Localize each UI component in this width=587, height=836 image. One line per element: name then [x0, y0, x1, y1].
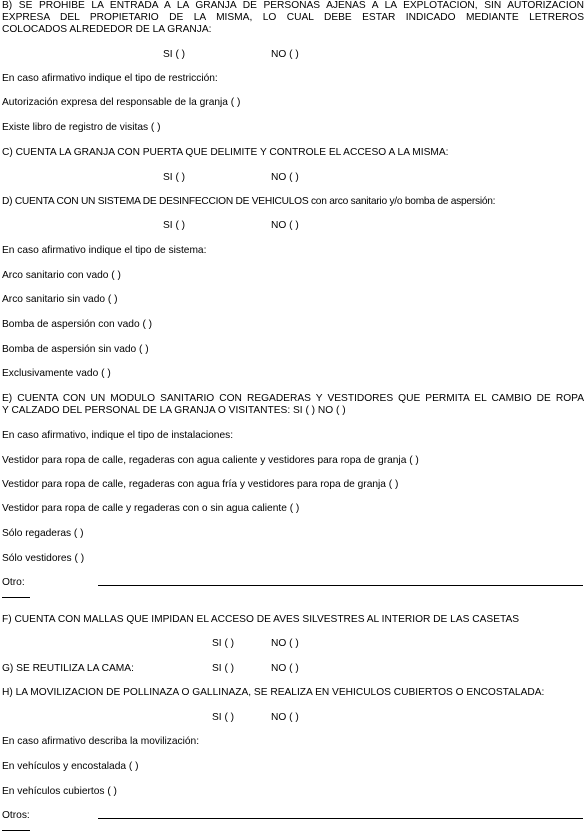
section-d-title: D) CUENTA CON UN SISTEMA DE DESINFECCION DE VEHICULOS con arco sanitario y/o bomba de aspersión: — [2, 196, 496, 207]
section-e-option-solo-regaderas[interactable]: Sólo regaderas ( ) — [2, 528, 84, 539]
section-c-title: C) CUENTA LA GRANJA CON PUERTA QUE DELIMITE Y CONTROLE EL ACCESO A LA MISMA: — [2, 147, 449, 158]
section-f-si-option[interactable]: SI ( ) — [212, 638, 235, 649]
section-h-option-cubiertos[interactable]: En vehículos cubiertos ( ) — [2, 786, 117, 797]
section-b-si-option[interactable]: SI ( ) — [163, 49, 186, 60]
section-b-afirmativo: En caso afirmativo indique el tipo de restricción: — [2, 73, 218, 84]
section-h-si-option[interactable]: SI ( ) — [212, 712, 235, 723]
section-b-line-3: COLOCADOS ALREDEDOR DE LA GRANJA: — [2, 24, 212, 35]
section-b-line-1: B) SE PROHIBE LA ENTRADA A LA GRANJA DE PERSONAS AJENAS A LA EXPLOTACION, SIN AUTORIZACION — [2, 0, 584, 11]
section-h-no-option[interactable]: NO ( ) — [271, 712, 299, 723]
section-e-otro-line[interactable] — [98, 585, 583, 586]
section-b-option-autorizacion[interactable]: Autorización expresa del responsable de la granja ( ) — [2, 97, 241, 108]
section-e-afirmativo: En caso afirmativo, indique el tipo de instalaciones: — [2, 430, 234, 441]
section-d-no-option[interactable]: NO ( ) — [271, 220, 299, 231]
section-h-option-encostalada[interactable]: En vehículos y encostalada ( ) — [2, 761, 139, 772]
section-b-option-libro[interactable]: Existe libro de registro de visitas ( ) — [2, 122, 161, 133]
section-g-si-option[interactable]: SI ( ) — [212, 663, 235, 674]
section-d-afirmativo: En caso afirmativo indique el tipo de sistema: — [2, 245, 207, 256]
section-d-option-arco-sin-vado[interactable]: Arco sanitario sin vado ( ) — [2, 294, 118, 305]
section-e-line-2: Y CALZADO DEL PERSONAL DE LA GRANJA O VISITANTES: SI ( ) NO ( ) — [2, 405, 346, 416]
section-e-otro-label: Otro: — [2, 577, 25, 588]
section-e-option-regaderas[interactable]: Vestidor para ropa de calle y regaderas con o sin agua caliente ( ) — [2, 503, 300, 514]
section-c-no-option[interactable]: NO ( ) — [271, 172, 299, 183]
section-e-otro-line-continuation — [2, 597, 30, 598]
section-g-no-option[interactable]: NO ( ) — [271, 663, 299, 674]
section-h-otros-line[interactable] — [98, 818, 583, 819]
section-d-option-bomba-sin-vado[interactable]: Bomba de aspersión sin vado ( ) — [2, 344, 149, 355]
section-h-afirmativo: En caso afirmativo describa la movilización: — [2, 736, 200, 747]
section-b-line-2: EXPRESA DEL PROPIETARIO DE LA MISMA, LO CUAL DEBE ESTAR INDICADO MEDIANTE LETREROS — [2, 12, 584, 23]
section-d-option-arco-con-vado[interactable]: Arco sanitario con vado ( ) — [2, 270, 121, 281]
section-h-otros-label: Otros: — [2, 810, 30, 821]
section-e-option-agua-caliente[interactable]: Vestidor para ropa de calle, regaderas con agua caliente y vestidores para ropa de granja ( ) — [2, 455, 419, 466]
section-c-si-option[interactable]: SI ( ) — [163, 172, 186, 183]
section-e-option-agua-fria[interactable]: Vestidor para ropa de calle, regaderas con agua fría y vestidores para ropa de granja ( ) — [2, 479, 399, 490]
section-g-title: G) SE REUTILIZA LA CAMA: — [2, 663, 134, 674]
section-h-otros-line-continuation — [2, 830, 30, 831]
section-e-option-solo-vestidores[interactable]: Sólo vestidores ( ) — [2, 553, 85, 564]
section-b-no-option[interactable]: NO ( ) — [271, 49, 299, 60]
section-h-title: H) LA MOVILIZACION DE POLLINAZA O GALLINAZA, SE REALIZA EN VEHICULOS CUBIERTOS O ENCOSTALADA: — [2, 687, 545, 698]
section-e-line-1: E) CUENTA CON UN MODULO SANITARIO CON REGADERAS Y VESTIDORES QUE PERMITA EL CAMBIO DE ROPA — [2, 393, 584, 404]
section-f-no-option[interactable]: NO ( ) — [271, 638, 299, 649]
section-d-si-option[interactable]: SI ( ) — [163, 220, 186, 231]
section-d-option-vado[interactable]: Exclusivamente vado ( ) — [2, 368, 111, 379]
section-f-title: F) CUENTA CON MALLAS QUE IMPIDAN EL ACCESO DE AVES SILVESTRES AL INTERIOR DE LAS CASETAS — [2, 614, 520, 625]
section-d-option-bomba-con-vado[interactable]: Bomba de aspersión con vado ( ) — [2, 319, 153, 330]
